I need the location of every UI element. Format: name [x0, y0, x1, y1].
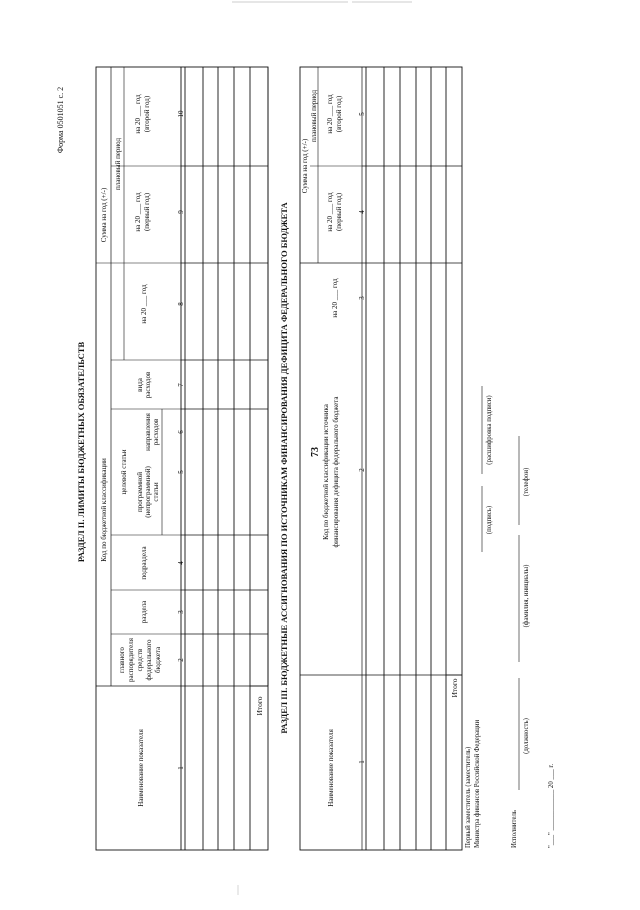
s2-vid-0: вида	[136, 378, 144, 392]
s2-num-7: 7	[177, 383, 185, 387]
s2-chief-2: средств	[136, 648, 144, 672]
s2-vid-1: расходов	[144, 371, 152, 399]
s3-year0: на 20 ___ год	[331, 278, 339, 318]
s2-total-label: Итого	[255, 696, 264, 716]
s2-year1-0: на 20 ___ год	[134, 192, 142, 232]
s2-num-5: 5	[177, 470, 185, 474]
section3-headers	[301, 90, 343, 807]
decryption-caption: (расшифровка подписи)	[486, 395, 493, 465]
s2-col-name: Наименование показателя	[137, 729, 145, 807]
s3-num-3: 3	[358, 296, 366, 300]
s3-num-1: 1	[358, 760, 366, 764]
signature-block	[465, 386, 555, 848]
s2-num-8: 8	[177, 302, 185, 306]
s2-planned: плановый период	[114, 137, 122, 191]
s3-code-1: финансирования дефицита федерального бюджета	[332, 396, 340, 548]
s2-num-2: 2	[177, 658, 185, 662]
s2-year0: на 20 ___ год	[140, 284, 148, 324]
section3-title: РАЗДЕЛ III. БЮДЖЕТНЫЕ АССИГНОВАНИЯ ПО ИСТОЧНИКАМ ФИНАНСИРОВАНИЯ ДЕФИЦИТА ФЕДЕРАЛЬНОГО БЮДЖЕТА	[279, 202, 289, 734]
s3-sum-header: Сумма на год (+/-)	[301, 138, 309, 194]
executor-label: Исполнитель	[511, 809, 518, 848]
s3-num-2: 2	[358, 468, 366, 472]
s3-total-label: Итого	[450, 678, 459, 698]
s2-sum-header: Сумма на год (+/-)	[100, 187, 108, 243]
s2-num-1: 1	[177, 766, 185, 770]
s3-num-4: 4	[358, 210, 366, 214]
s3-num-5: 5	[358, 112, 366, 116]
s3-col-name: Наименование показателя	[327, 729, 335, 807]
s2-num-10: 10	[177, 110, 185, 118]
fio-caption: (фамилия, инициалы)	[523, 564, 530, 628]
s2-chief-4: бюджета	[154, 646, 162, 674]
s2-target-header: целевой статьи	[120, 449, 128, 495]
s2-direction-0: направления	[144, 413, 152, 451]
s2-chief-0: главного	[118, 647, 126, 673]
s2-chief-3: федерального	[145, 639, 153, 681]
signature-caption: (подпись)	[486, 505, 493, 535]
s2-podrazdel: подраздела	[140, 546, 148, 580]
s3-year2-0: на 20 ___ год	[326, 94, 334, 134]
s2-program-1: (непрограммной)	[144, 466, 152, 518]
s2-code-header: Код по бюджетной классификации	[100, 458, 108, 562]
position-caption: (должность)	[523, 718, 530, 754]
page-number: 73	[310, 447, 321, 457]
official-line-1: Министра финансов Российской Федерации	[474, 719, 481, 848]
date-line: "___" ____________ 20 ___ г.	[548, 763, 555, 848]
section2-title: РАЗДЕЛ II. ЛИМИТЫ БЮДЖЕТНЫХ ОБЯЗАТЕЛЬСТВ	[76, 341, 86, 563]
phone-caption: (телефон)	[523, 467, 530, 497]
s2-program-0: программной	[136, 471, 144, 513]
s2-direction-1: расходов	[152, 418, 160, 446]
s2-razdel: раздела	[140, 600, 148, 624]
section2-headers	[100, 94, 162, 807]
s2-num-4: 4	[177, 561, 185, 565]
s2-chief-1: распорядителя	[127, 638, 135, 682]
s2-num-9: 9	[177, 210, 185, 214]
s2-year2-1: (второй год)	[143, 95, 151, 133]
s3-code-0: Код по бюджетной классификации источника	[322, 404, 330, 540]
s2-program-2: статьи	[152, 482, 160, 502]
s3-year1-1: (первый год)	[335, 192, 343, 232]
s3-year2-1: (второй год)	[335, 95, 343, 133]
s3-planned: плановый период	[310, 89, 318, 143]
s3-year1-0: на 20 ___ год	[326, 192, 334, 232]
s2-num-3: 3	[177, 610, 185, 614]
s2-year1-1: (первый год)	[143, 192, 151, 232]
s2-year2-0: на 20 ___ год	[134, 94, 142, 134]
s2-num-6: 6	[177, 430, 185, 434]
official-line-0: Первый заместитель (заместитель)	[465, 746, 472, 848]
form-reference: Форма 0501051 с. 2	[56, 86, 65, 154]
